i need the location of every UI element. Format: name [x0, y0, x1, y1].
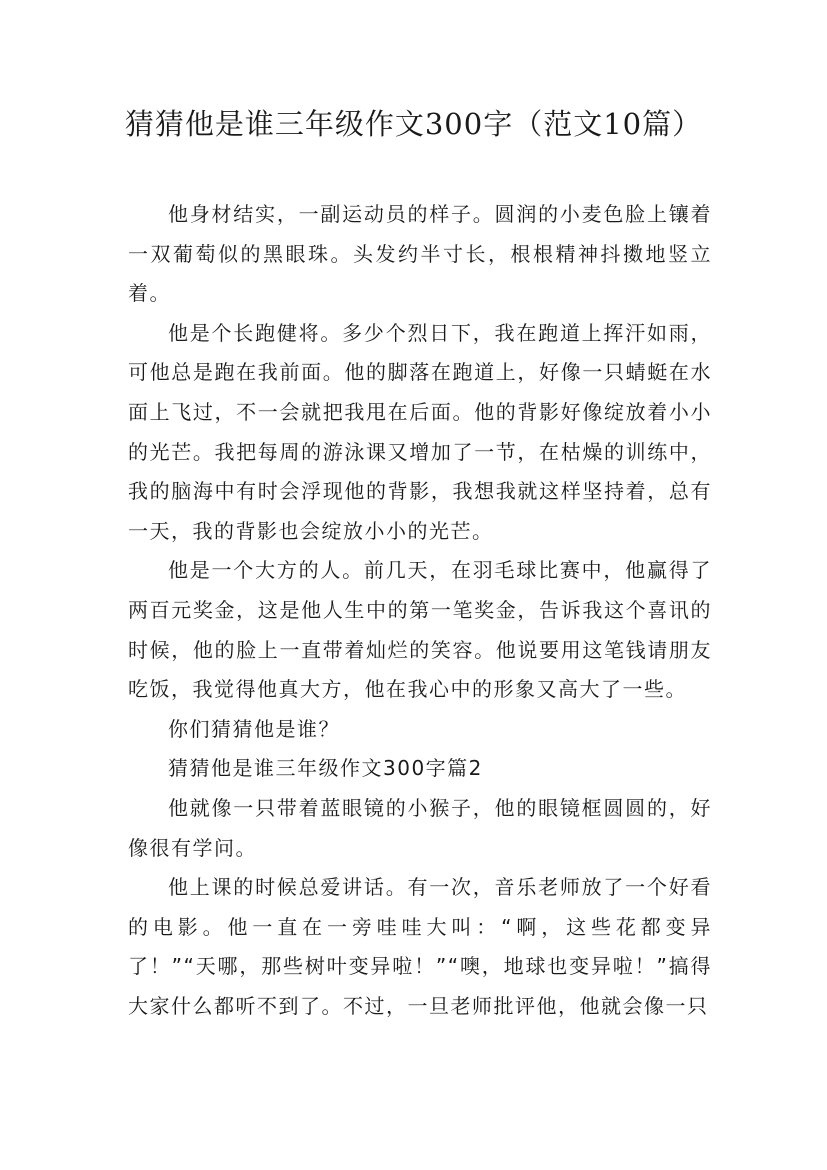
document-body: [128, 195, 712, 1026]
section-heading: 猜猜他是谁三年级作文300字篇2: [168, 756, 483, 781]
paragraph: 他身材结实，一副运动员的样子。圆润的小麦色脸上镶着一双葡萄似的黑眼珠。头发约半寸长，根根精神抖擞地竖立着。: [128, 202, 712, 306]
paragraph: 他是个长跑健将。多少个烈日下，我在跑道上挥汗如雨，可他总是跑在我前面。他的脚落在跑道上，好像一只蜻蜓在水面上飞过，不一会就把我甩在后面。他的背影好像绽放着小小的光芒。我把每周的游泳课又增加了一节，在枯燥的训练中，我的脑海中有时会浮现他的背影，我想我就这样坚持着，总有一天，我的背影也会绽放小小的光芒。: [128, 320, 712, 543]
document-title: 猜猜他是谁三年级作文300字（范文10篇）: [124, 107, 703, 141]
paragraph: 你们猜猜他是谁？: [168, 716, 340, 741]
paragraph: 他就像一只带着蓝眼镜的小猴子，他的眼镜框圆圆的，好像很有学问。: [128, 795, 712, 860]
paragraph: 他是一个大方的人。前几天，在羽毛球比赛中，他赢得了两百元奖金，这是他人生中的第一笔奖金，告诉我这个喜讯的时候，他的脸上一直带着灿烂的笑容。他说要用这笔钱请朋友吃饭，我觉得他真大方，他在我心中的形象又高大了一些。: [128, 558, 712, 702]
paragraph: 他上课的时候总爱讲话。有一次，音乐老师放了一个好看的电影。他一直在一旁哇哇大叫：“啊，这些花都变异了！”“天哪，那些树叶变异啦！”“噢，地球也变异啦！”搞得大家什么都听不到了。不过，一旦老师批评他，他就会像一只: [128, 875, 712, 1018]
